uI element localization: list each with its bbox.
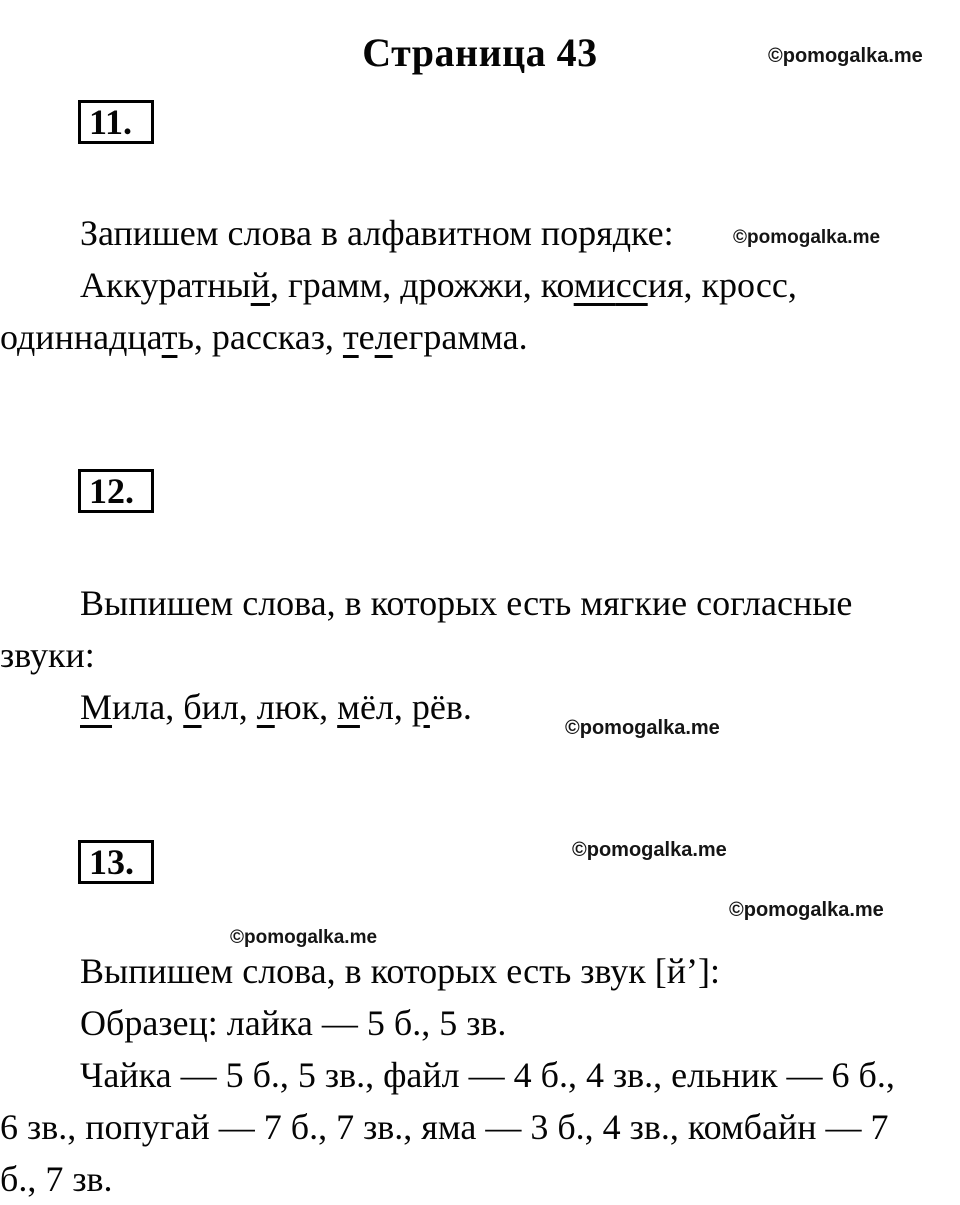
text-segment: ёл, [359,687,412,727]
underlined-letter: т [342,317,359,357]
text-line [0,1153,960,1205]
text-segment: юк, [274,687,338,727]
underlined-letter: т [161,317,178,357]
text-segment: Образец: лайка — 5 б., 5 зв. [80,1003,507,1043]
underlined-letter: л [256,687,275,727]
underlined-letter: м [337,687,360,727]
text-segment: Чайка — 5 б., 5 зв., файл — 4 б., 4 зв., ельник — 6 б., [80,1055,895,1095]
text-segment: 6 зв., попугай — 7 б., 7 зв., яма — 3 б., 4 зв., комбайн — 7 [0,1107,889,1147]
text-segment: звуки: [0,635,95,675]
text-line [0,207,960,259]
text-segment: иннадца [35,317,162,357]
text-line [0,681,960,733]
text-segment: Аккуратны [80,265,251,305]
text-segment: ёв. [429,687,472,727]
underlined-letter: сс [615,265,648,305]
watermark-after-task11-intro: ©pomogalka.me [733,227,881,248]
text-segment: Выпишем слова, в которых есть звук [й’]: [80,951,721,991]
exercise-12-text [0,577,960,733]
watermark-above-task13-right: ©pomogalka.me [729,899,884,921]
watermark-below-task12-answer: ©pomogalka.me [565,717,720,739]
underlined-letter: д [16,317,36,357]
underlined-letter: б [183,687,202,727]
watermark-top-right: ©pomogalka.me [768,45,923,67]
text-segment: , грамм, дрожжи, ко [269,265,574,305]
exercise-number-box-11: 11. [78,100,154,144]
text-line [0,577,960,629]
watermark-beside-task13-box: ©pomogalka.me [572,839,727,861]
text-segment: ия, кросс, [647,265,797,305]
text-segment: е [358,317,375,357]
text-line [0,1049,960,1101]
text-line [0,1101,960,1153]
text-line [0,259,960,311]
underlined-letter: л [374,317,393,357]
text-segment: о [0,317,17,357]
text-segment: ь, рассказ, [177,317,343,357]
text-line [0,311,960,363]
exercise-number-box-13: 13. [78,840,154,884]
exercise-11-text [0,207,960,363]
text-segment: еграмма. [392,317,528,357]
text-segment: Выпишем слова, в которых есть мягкие согласные [80,583,853,623]
exercise-number-box-12: 12. [78,469,154,513]
exercise-13-text [0,945,960,1205]
text-segment: Запишем слова в алфавитном порядке: [80,213,674,253]
text-line [0,997,960,1049]
text-segment: ила, [112,687,184,727]
page-title: Страница 43 [362,29,598,75]
underlined-letter: М [80,687,113,727]
watermark-above-task13-left: ©pomogalka.me [230,927,378,948]
text-line [0,945,960,997]
text-segment: б., 7 зв. [0,1159,113,1199]
text-line [0,629,960,681]
underlined-letter: ми [573,265,616,305]
text-segment: ил, [201,687,257,727]
underlined-letter: р [411,687,430,727]
underlined-letter: й [250,265,270,305]
